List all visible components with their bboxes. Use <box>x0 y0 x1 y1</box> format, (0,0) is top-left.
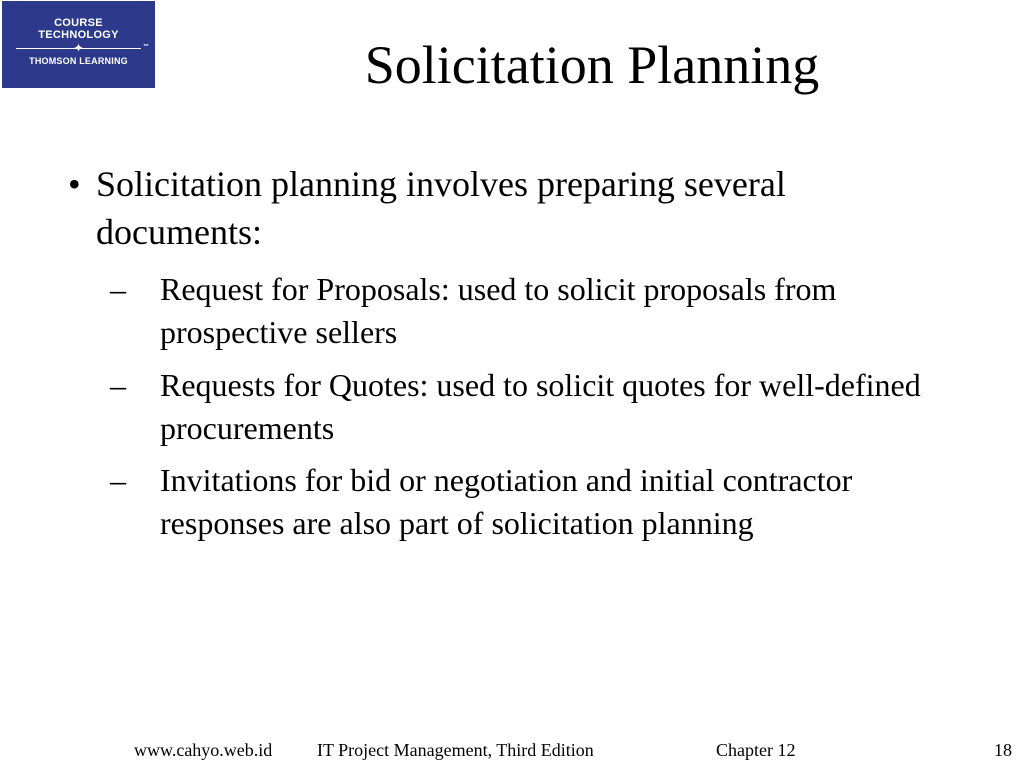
footer-url: www.cahyo.web.id <box>134 740 273 760</box>
logo-line-thomson: THOMSON LEARNING <box>29 56 128 66</box>
logo-line-course: COURSE <box>54 17 103 29</box>
four-point-star-icon: ✦ <box>73 41 84 55</box>
logo-line-technology: TECHNOLOGY <box>38 29 119 41</box>
sub-bullet-marker: – <box>110 462 126 498</box>
logo-trademark: ™ <box>143 44 149 50</box>
bullet-marker: • <box>68 164 81 204</box>
publisher-logo <box>2 1 155 88</box>
sub-bullet-text: Request for Proposals: used to solicit proposals from prospective sellers <box>160 271 837 350</box>
sub-bullet-text: Invitations for bid or negotiation and initial contractor responses are also part of solicitation planning <box>160 462 853 541</box>
sub-bullet-marker: – <box>110 271 126 307</box>
bullet-text: Solicitation planning involves preparing several documents: <box>96 164 786 252</box>
sub-bullet-marker: – <box>110 367 126 403</box>
footer-page-number: 18 <box>994 740 1012 760</box>
sub-bullet-text: Requests for Quotes: used to solicit quotes for well-defined procurements <box>160 367 921 446</box>
footer-book-title: IT Project Management, Third Edition <box>317 740 594 760</box>
footer-chapter: Chapter 12 <box>716 740 796 760</box>
slide-title: Solicitation Planning <box>364 35 820 95</box>
